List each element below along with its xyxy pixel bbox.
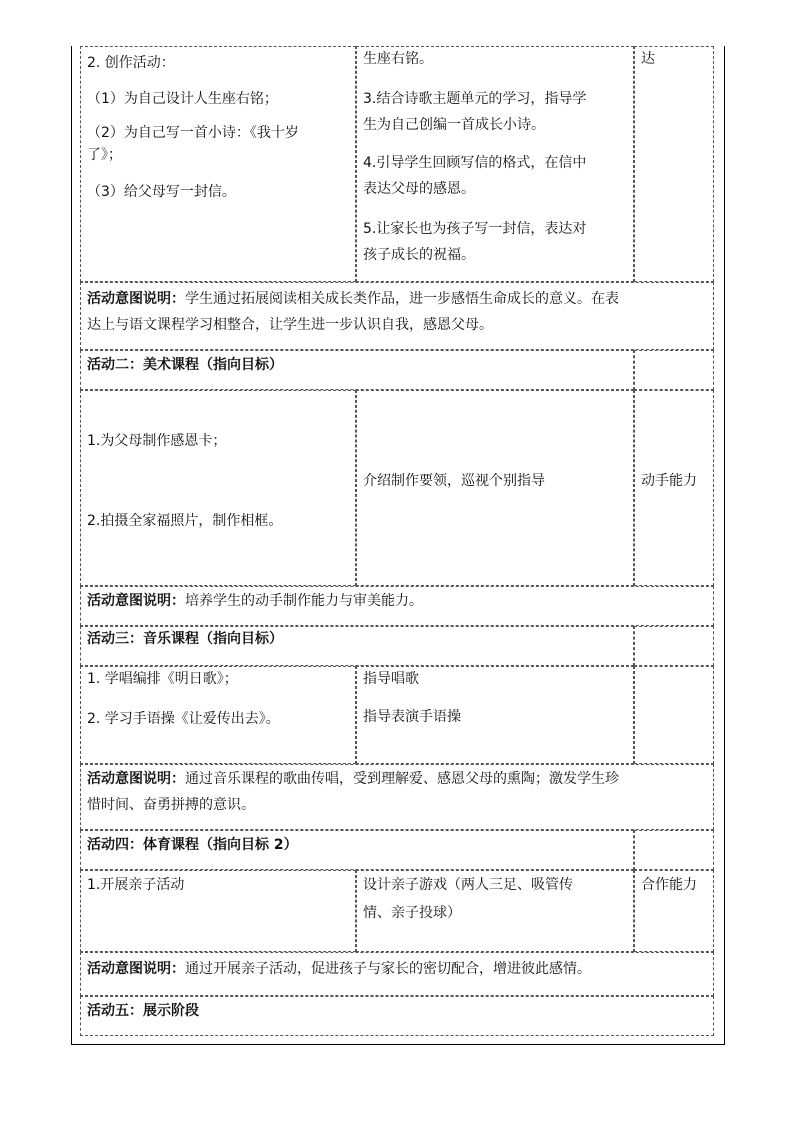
- header-main-cell: [80, 830, 634, 870]
- activity-item-2: 2.拍摄全家福照片，制作相框。: [87, 513, 283, 529]
- activity-item-1: 1. 学唱编排《明日歌》；: [87, 671, 238, 687]
- cell-activity-content: [80, 666, 356, 764]
- intent-line-1: 活动意图说明：通过音乐课程的歌曲传唱，受到理解爱、感恩父母的熏陶；激发学生珍: [87, 771, 619, 787]
- lesson-plan-table: [71, 46, 725, 1045]
- intent-line: 活动意图说明：通过开展亲子活动，促进孩子与家长的密切配合，增进彼此感情。: [87, 961, 591, 977]
- guidance-line: 指导表演手语操: [363, 709, 461, 725]
- header-main-cell: [80, 626, 634, 666]
- activity-item-2: 2. 学习手语操《让爱传出去》。: [87, 711, 280, 727]
- cell-teacher-guidance: [356, 390, 634, 586]
- intent-cell: [80, 282, 714, 350]
- intent-cell: [80, 952, 714, 996]
- row-intent-4: [80, 952, 714, 996]
- intent-line-2: 达上与语文课程学习相整合，让学生进一步认识自我，感恩父母。: [87, 317, 493, 333]
- activity-title: 2. 创作活动：: [87, 55, 175, 71]
- activity-item-3: （3）给父母写一封信。: [87, 184, 236, 200]
- guidance-line: 指导唱歌: [363, 671, 419, 687]
- cell-goal: [634, 666, 714, 764]
- activity-item-2: （2）为自己写一首小诗：《我十岁: [87, 125, 299, 141]
- activity-item-2-cont: 了》；: [87, 147, 122, 163]
- activity-item-1: 1.为父母制作感恩卡；: [87, 433, 227, 449]
- intent-label: 活动意图说明：: [87, 961, 185, 977]
- intent-line-1: 活动意图说明：学生通过拓展阅读相关成长类作品，进一步感悟生命成长的意义。在表: [87, 291, 619, 307]
- activity-4-header: 活动四：体育课程（指向目标 2）: [87, 837, 298, 853]
- activity-3-header: 活动三：音乐课程（指向目标）: [87, 631, 283, 647]
- intent-label: 活动意图说明：: [87, 593, 185, 609]
- guidance-text: 介绍制作要领，巡视个别指导: [363, 473, 545, 489]
- row-intent-2: [80, 586, 714, 626]
- cell-goal: [634, 870, 714, 952]
- cell-teacher-guidance: [356, 46, 634, 282]
- row-activity-5-header: [80, 996, 714, 1036]
- header-goal-cell: [634, 626, 714, 666]
- row-activity-2-content: [80, 390, 714, 586]
- guidance-line: 情、亲子投球）: [363, 905, 461, 921]
- goal-text: 动手能力: [641, 473, 697, 489]
- activity-2-header: 活动二：美术课程（指向目标）: [87, 357, 283, 373]
- guidance-line: 5.让家长也为孩子写一封信，表达对: [363, 221, 587, 237]
- row-activity-3-content: [80, 666, 714, 764]
- guidance-line: 设计亲子游戏（两人三足、吸管传: [363, 877, 573, 893]
- header-goal-cell: [634, 830, 714, 870]
- cell-activity-content: [80, 46, 356, 282]
- header-main-cell: [80, 996, 714, 1036]
- intent-cell: [80, 586, 714, 626]
- row-activity-4-header: [80, 830, 714, 870]
- guidance-line: 3.结合诗歌主题单元的学习，指导学: [363, 91, 587, 107]
- intent-cell: [80, 764, 714, 830]
- row-intent-3: [80, 764, 714, 830]
- cell-teacher-guidance: [356, 666, 634, 764]
- row-intent-1: [80, 282, 714, 350]
- intent-line: 活动意图说明：培养学生的动手制作能力与审美能力。: [87, 593, 423, 609]
- row-activity-3-header: [80, 626, 714, 666]
- activity-item-1: （1）为自己设计人生座右铭；: [87, 91, 278, 107]
- cell-activity-content: [80, 390, 356, 586]
- row-activity-2-header: [80, 350, 714, 390]
- header-main-cell: [80, 350, 634, 390]
- activity-item-1: 1.开展亲子活动: [87, 877, 185, 893]
- intent-line-2: 惜时间、奋勇拼搏的意识。: [87, 797, 255, 813]
- activity-5-header: 活动五：展示阶段: [87, 1003, 199, 1019]
- intent-label: 活动意图说明：: [87, 291, 185, 307]
- row-creative-activity: [80, 46, 714, 282]
- header-goal-cell: [634, 350, 714, 390]
- guidance-line: 4.引导学生回顾写信的格式，在信中: [363, 155, 587, 171]
- cell-goal: [634, 46, 714, 282]
- cell-teacher-guidance: [356, 870, 634, 952]
- guidance-line: 表达父母的感恩。: [363, 181, 475, 197]
- cell-goal: [634, 390, 714, 586]
- guidance-line: 孩子成长的祝福。: [363, 247, 475, 263]
- goal-text: 达: [641, 51, 655, 67]
- guidance-line: 生为自己创编一首成长小诗。: [363, 117, 545, 133]
- row-activity-4-content: [80, 870, 714, 952]
- goal-text: 合作能力: [641, 877, 697, 893]
- intent-label: 活动意图说明：: [87, 771, 185, 787]
- guidance-line: 生座右铭。: [363, 51, 433, 67]
- cell-activity-content: [80, 870, 356, 952]
